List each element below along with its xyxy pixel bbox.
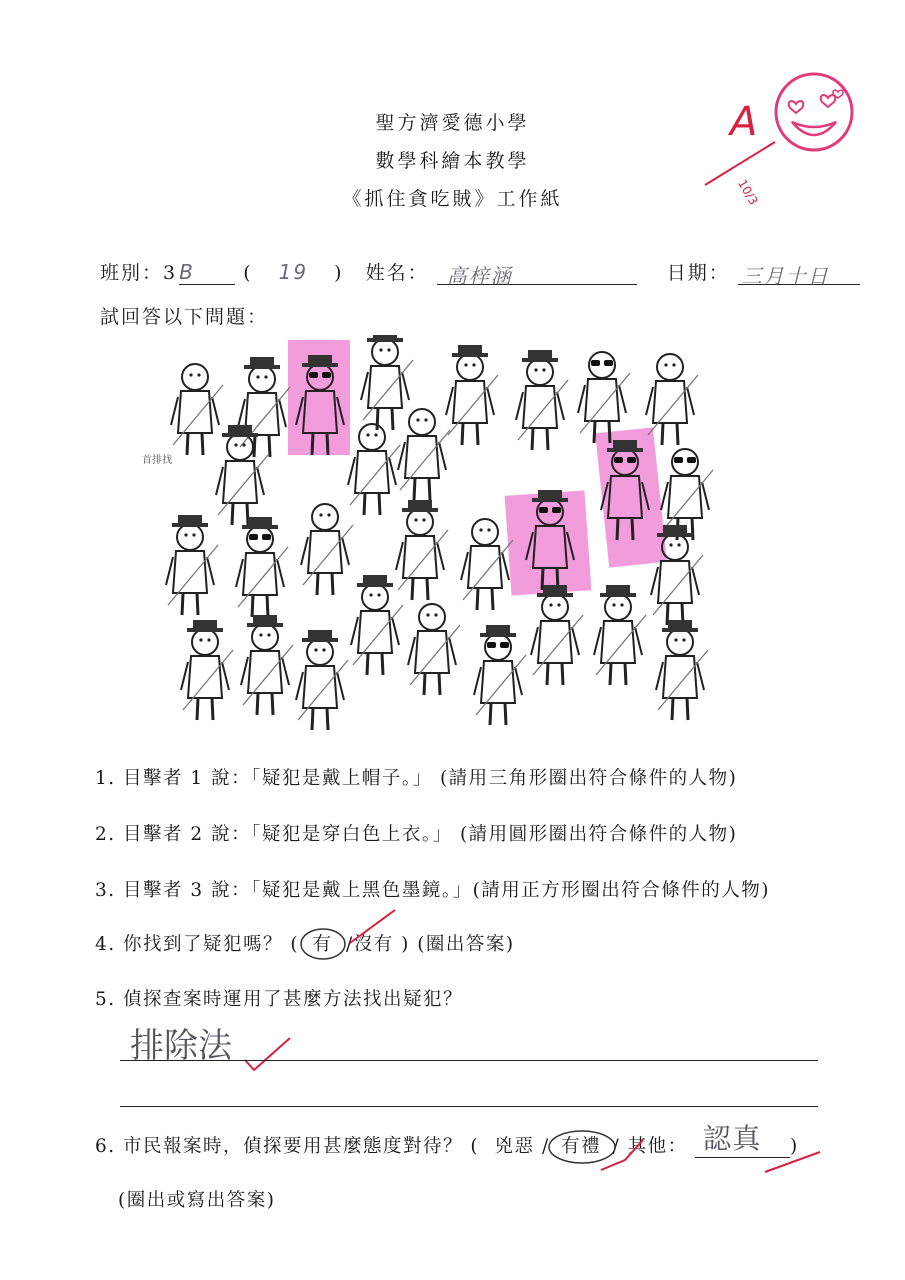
grade-score bbox=[735, 177, 761, 207]
question-5 bbox=[95, 985, 463, 1011]
instruction: 試回答以下問題： bbox=[100, 306, 269, 328]
grade-mark bbox=[690, 70, 870, 210]
q1-number: 1. bbox=[95, 768, 116, 789]
paren-open: ( bbox=[243, 262, 253, 284]
q6-separator-2: / bbox=[612, 1136, 621, 1157]
q1-text: 目擊者 1 說：「疑犯是戴上帽子。」 (請用三角形圈出符合條件的人物) bbox=[123, 768, 738, 789]
q6-other-input[interactable]: 認真 bbox=[703, 1122, 763, 1155]
q3-text: 目擊者 3 說：「疑犯是戴上黑色墨鏡。」(請用正方形圈出符合條件的人物) bbox=[123, 880, 771, 901]
paren-close: ) bbox=[334, 262, 344, 284]
question-2 bbox=[95, 820, 737, 846]
class-section-input[interactable]: B bbox=[179, 260, 195, 284]
highlight-suspect-2 bbox=[505, 490, 592, 595]
q4-text: 你找到了疑犯嗎？ ( bbox=[123, 934, 300, 955]
grade-letter bbox=[727, 99, 757, 145]
q5-number: 5. bbox=[95, 989, 116, 1010]
svg-text:A: A bbox=[730, 99, 758, 145]
q6-option-polite[interactable]: 有禮 bbox=[557, 1136, 612, 1157]
q6-note: (圈出或寫出答案) bbox=[118, 1190, 276, 1211]
student-info-row bbox=[100, 258, 860, 288]
q6-option-fierce[interactable]: 兇惡 bbox=[494, 1136, 535, 1157]
subject-title: 數學科繪本教學 bbox=[375, 150, 530, 172]
q4-separator: / bbox=[345, 934, 354, 955]
answer-line-1 bbox=[120, 1060, 818, 1061]
class-number: 3 bbox=[163, 262, 178, 284]
q6-text: 市民報案時，偵探要用甚麼態度對待？ ( bbox=[123, 1136, 480, 1157]
question-4 bbox=[95, 930, 515, 956]
red-ticks-q6 bbox=[595, 1130, 835, 1180]
q6-close: ) bbox=[790, 1136, 799, 1157]
suspects-lineup-illustration bbox=[140, 335, 760, 735]
q4-option-yes[interactable]: 有 bbox=[307, 934, 346, 955]
class-number-input[interactable]: 19 bbox=[278, 260, 309, 284]
school-name: 聖方濟愛德小學 bbox=[375, 112, 530, 134]
svg-text:首排找: 首排找 bbox=[142, 455, 172, 466]
smiley-stamp-icon bbox=[776, 74, 852, 150]
date-label: 日期： bbox=[666, 262, 730, 284]
q5-answer[interactable]: 排除法 bbox=[130, 1026, 232, 1066]
q6-number: 6. bbox=[95, 1136, 116, 1157]
q4-option-no[interactable]: 沒有 bbox=[353, 934, 394, 955]
q2-number: 2. bbox=[95, 824, 116, 845]
answer-circle-mark bbox=[297, 924, 349, 964]
class-label: 班別： bbox=[100, 262, 164, 284]
q5-text: 偵探查案時運用了甚麼方法找出疑犯？ bbox=[123, 989, 464, 1010]
q6-other-label: 其他： bbox=[627, 1136, 688, 1157]
worksheet-title: 《抓住貪吃賊》工作紙 bbox=[342, 188, 563, 210]
q4-instruction: ) (圈出答案) bbox=[401, 934, 515, 955]
name-input[interactable]: 高梓涵 bbox=[446, 264, 513, 288]
margin-note bbox=[142, 453, 172, 466]
question-1 bbox=[95, 764, 737, 790]
q3-number: 3. bbox=[95, 880, 116, 901]
name-label: 姓名： bbox=[365, 262, 429, 284]
red-tick-q4 bbox=[345, 905, 405, 955]
q6-separator-1: / bbox=[541, 1136, 550, 1157]
red-tick-q5 bbox=[240, 1030, 300, 1080]
q2-text: 目擊者 2 說：「疑犯是穿白色上衣。」 (請用圓形圈出符合條件的人物) bbox=[123, 824, 738, 845]
answer-line-2 bbox=[120, 1106, 818, 1107]
date-input[interactable]: 三月十日 bbox=[741, 264, 830, 288]
svg-text:10/3: 10/3 bbox=[735, 177, 761, 208]
q4-number: 4. bbox=[95, 934, 116, 955]
question-3 bbox=[95, 876, 770, 902]
